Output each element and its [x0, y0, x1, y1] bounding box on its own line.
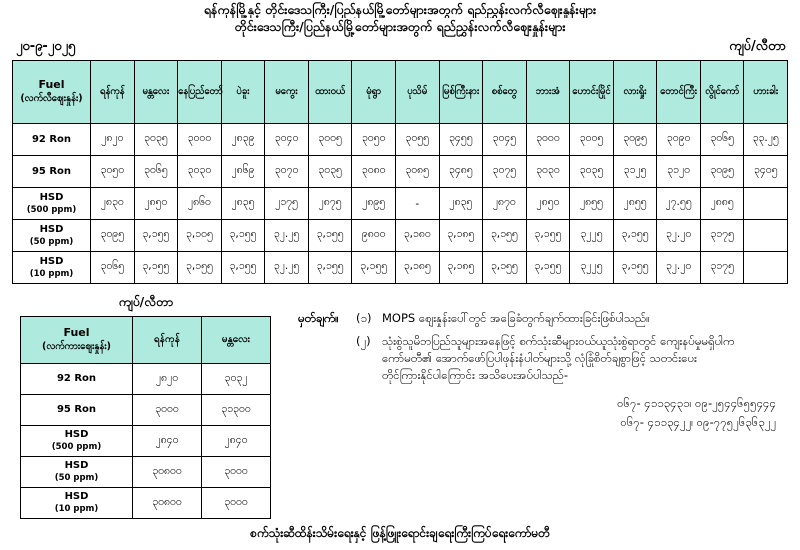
wholesale-table-block [12, 294, 280, 519]
price-cell: ၃၁၃၀၀ [202, 395, 271, 426]
price-cell: ၃၃.၂၅ [744, 124, 788, 156]
price-cell: ၃၄၈၅ [439, 156, 483, 188]
price-cell: ၂၇.၅၅ [657, 188, 701, 220]
column-header: စစ်တွေ [483, 61, 527, 124]
price-cell: ၃၀၀၀ [202, 488, 271, 519]
price-cell: ၃၂.၂၀ [657, 252, 701, 284]
row-label-main: HSD [39, 255, 64, 267]
row-label [21, 457, 133, 488]
price-cell [744, 252, 788, 284]
price-cell: ၃၀၃၅ [308, 156, 352, 188]
note-line: သုံးစွဲသူမိဘပြည်သူများအနေဖြင့် စက်သုံးဆီများဝယ်ယူသုံးစွဲရာတွင် ကျေးနပ်မှုမရှိပါက [382, 334, 735, 348]
price-cell: ၃၂၂၅ [570, 220, 614, 252]
price-cell: ၃,၁၅၅ [526, 220, 570, 252]
row-label [13, 252, 91, 284]
row-label-sub: (50 ppm) [54, 473, 99, 483]
row-label-sub: (500 ppm) [26, 204, 77, 215]
table-header-row [21, 317, 271, 364]
price-cell: ၃၀၀၀ [526, 124, 570, 156]
price-cell: ၃၀၀၀ [133, 395, 202, 426]
footer-committee-name: စက်သုံးဆီထိန်းသိမ်းရေးနှင့် ဖြန့်ဖြူးရောင်းချရေးကြီးကြပ်ရေးကော်မတီ [250, 526, 550, 540]
lower-section [0, 294, 800, 519]
price-cell: ၃,၁၅၅ [613, 220, 657, 252]
price-cell: ၃,၁၅၅ [134, 252, 178, 284]
price-cell: ၃,၁၅၅ [221, 220, 265, 252]
price-cell: ၂၈၄၀ [202, 426, 271, 457]
column-header: မန္တလေး [202, 317, 271, 364]
table-row [13, 124, 788, 156]
price-cell: ၃၀၄၅ [483, 124, 527, 156]
price-cell: ၃၀၃၀ [178, 156, 222, 188]
price-cell: ၂၈၅၅ [570, 188, 614, 220]
price-cell: ၃၄၅၅ [439, 124, 483, 156]
price-cell: ၃၀၈၀ [352, 156, 396, 188]
price-cell: ၃၀၅၅ [395, 124, 439, 156]
column-header: ထားဝယ် [308, 61, 352, 124]
price-cell: ၃၀၀၅ [308, 124, 352, 156]
note-line: MOPS ဈေးနှုန်းပေါ်တွင် အခြေခံတွက်ချက်ထားခြင်းဖြစ်ပါသည်။ [382, 311, 650, 325]
row-label-main: HSD [39, 223, 64, 235]
price-cell: ၃၀၉၀ [657, 124, 701, 156]
price-cell: ၃,၁၈၀ [395, 220, 439, 252]
price-cell: ၃၁၇၅ [700, 220, 744, 252]
row-label [13, 220, 91, 252]
header-title-line2: တိုင်းဒေသကြီး/ပြည်နယ်မြို့တော်များအတွက် ရည်ညွှန်းလက်လီဈေးနှုန်းများ [234, 19, 566, 34]
row-label-main: 95 Ron [31, 165, 72, 177]
price-cell: ၃,၁၅၅ [613, 252, 657, 284]
column-header: မြစ်ကြီးနား [439, 61, 483, 124]
column-header: ရန်ကုန် [91, 61, 135, 124]
price-cell: ၃၀၉၅ [700, 156, 744, 188]
note-line: ကော်မတီ၏ အောက်ဖော်ပြပါဖုန်းနံပါတ်များသို့ လုံခြုံစိတ်ချစွာဖြင့် သတင်းပေး [382, 351, 697, 365]
price-cell: ၃၀၀၀ [178, 124, 222, 156]
row-label [13, 188, 91, 220]
price-cell: ၂၈၈၅ [700, 188, 744, 220]
table-row [21, 488, 271, 519]
price-cell: ၂၈၄၀ [133, 426, 202, 457]
header-fuel-cell [13, 61, 91, 124]
table-row [21, 457, 271, 488]
row-label-main: HSD [64, 429, 89, 440]
wholesale-price-table [20, 316, 271, 519]
row-label [21, 364, 133, 395]
price-cell: ၂၈၂၀ [91, 124, 135, 156]
note-text [382, 310, 788, 327]
row-label [21, 488, 133, 519]
price-cell: ၃၀၆၅ [91, 252, 135, 284]
price-cell: ၃၀၄၀ [265, 124, 309, 156]
price-cell: ၃,၁၅၅ [134, 220, 178, 252]
price-cell: ၃၀၃၅ [134, 124, 178, 156]
row-label [21, 426, 133, 457]
price-cell: ၂၈၅၀ [526, 188, 570, 220]
note-number: (၁) [356, 311, 372, 325]
price-cell: ၂၈၃၉ [221, 124, 265, 156]
column-header: မန္တလေး [134, 61, 178, 124]
price-cell: ၃၀၃၀ [526, 156, 570, 188]
column-header: ရန်ကုန် [133, 317, 202, 364]
price-cell: ၃၀၃၅ [570, 156, 614, 188]
header-fuel-line2: (လက်ကားဈေးနှုန်း) [42, 341, 111, 352]
price-cell: ၃၀၈၀၀ [133, 488, 202, 519]
row-label-main: HSD [64, 491, 89, 502]
price-cell: ၃,၁၅၅ [178, 252, 222, 284]
price-cell: ၃,၁၅၅ [308, 220, 352, 252]
column-header: ဟားခါး [744, 61, 788, 124]
price-cell: ၃၄၀၅ [744, 156, 788, 188]
price-cell: ၃၀၅၀ [352, 124, 396, 156]
price-cell: ၂၈၂၀ [133, 364, 202, 395]
row-label [21, 395, 133, 426]
price-cell: ၃၀၇၀ [265, 156, 309, 188]
price-cell: ၂၈၆၀ [178, 188, 222, 220]
column-header: မုံရွာ [352, 61, 396, 124]
price-cell: ၃,၁၈၅ [395, 252, 439, 284]
table-header-row [13, 61, 788, 124]
row-label-sub: (50 ppm) [29, 236, 74, 247]
column-header: လွိုင်ကော် [700, 61, 744, 124]
notes-title: မှတ်ချက်။ [298, 311, 339, 325]
header-fuel-cell [21, 317, 133, 364]
column-header: လားရှိုး [613, 61, 657, 124]
column-header: ပုသိမ် [395, 61, 439, 124]
column-header: တောင်ကြီး [657, 61, 701, 124]
price-cell: ၃၁၂၀ [657, 156, 701, 188]
price-cell: ၃၀၃၂ [202, 364, 271, 395]
column-header: မကွေး [265, 61, 309, 124]
price-cell: ၃၀၈၅ [395, 156, 439, 188]
price-cell: ၂၈၆၉ [221, 156, 265, 188]
row-label-main: HSD [39, 191, 64, 203]
unit-label-lower: ကျပ်/လီတာ [118, 294, 174, 309]
subheader-row [0, 36, 800, 60]
price-cell: ၃၀၅၀ [91, 156, 135, 188]
price-cell: ၃၁၂၅ [613, 156, 657, 188]
price-cell: ၃၀၈၀၀ [133, 457, 202, 488]
row-label-main: 92 Ron [31, 133, 72, 145]
price-cell: ၃၂.၂၅ [265, 252, 309, 284]
price-cell: ၂၈၇၅ [308, 188, 352, 220]
note-number: (၂) [356, 334, 371, 348]
price-cell: ၂၁၇၅ [265, 188, 309, 220]
price-cell: ၃၀၆၅ [134, 156, 178, 188]
note-line: တိုင်ကြားနိုင်ပါကြောင်း အသိပေးအပ်ပါသည်- [382, 368, 569, 382]
price-cell: ၂၈၃၅ [221, 188, 265, 220]
price-cell: ၂၈၅၀ [134, 188, 178, 220]
price-cell: ၃,၁၅၅ [483, 252, 527, 284]
price-cell: ၃၀၉၅ [613, 124, 657, 156]
price-cell: ၉၈၀၀ [352, 220, 396, 252]
price-cell: ၃၂၂၅ [570, 252, 614, 284]
price-cell: ၂၈၃၅ [439, 188, 483, 220]
unit-label-top: ကျပ်/လီတာ [729, 39, 786, 54]
price-cell: ၃,၁၀၅ [178, 220, 222, 252]
report-date: ၂၀-၉-၂၀၂၅ [16, 39, 76, 54]
main-table-wrapper [0, 60, 800, 284]
table-row [21, 395, 271, 426]
price-cell: ၂၈၃၀ [91, 188, 135, 220]
price-cell: - [395, 188, 439, 220]
price-cell: ၂၈၇၀ [483, 188, 527, 220]
price-cell: ၃၂.၂၀ [657, 220, 701, 252]
price-cell: ၃၀၀၀ [202, 457, 271, 488]
table-row [21, 426, 271, 457]
price-cell: ၂၈၉၅ [352, 188, 396, 220]
document-header [0, 0, 800, 36]
contact-phones [298, 394, 788, 432]
price-cell: ၃,၁၈၅ [439, 220, 483, 252]
note-item [298, 333, 788, 384]
phone-line: ၀၆၇- ၄၁၁၃၄၃၁၊ ၀၉-၂၅၄၄၆၅၅၄၄၄ [617, 396, 776, 410]
table-row [13, 188, 788, 220]
price-cell: ၂၈၅၅ [613, 188, 657, 220]
row-label [13, 156, 91, 188]
row-label-sub: (500 ppm) [51, 442, 102, 452]
row-label-sub: (10 ppm) [29, 268, 74, 279]
price-cell: ၃,၁၅၅ [308, 252, 352, 284]
price-cell: ၃,၁၅၅ [483, 220, 527, 252]
table-row [21, 364, 271, 395]
row-label-main: 95 Ron [56, 404, 97, 415]
price-cell: ၃၂.၂၅ [265, 220, 309, 252]
price-cell: ၃,၁၅၅ [221, 252, 265, 284]
note-spacer [298, 333, 356, 384]
note-item [298, 310, 788, 327]
column-header: ဟောင်းမြိုင် [570, 61, 614, 124]
table-row [13, 220, 788, 252]
retail-price-table [12, 60, 788, 284]
table-row [13, 156, 788, 188]
price-cell: ၃,၁၅၅ [352, 252, 396, 284]
row-label-sub: (10 ppm) [54, 504, 99, 514]
price-cell: ၃,၁၅၅ [526, 252, 570, 284]
header-title-line1: ရန်ကုန်မြို့နှင့် တိုင်းဒေသကြီး/ပြည်နယ်မြို့တော်များအတွက် ရည်ညွှန်းလက်လီဈေးနှုန်းများ [203, 2, 597, 17]
price-cell: ၃၀၇၅ [483, 156, 527, 188]
header-fuel-line1: Fuel [63, 326, 90, 339]
column-header: ပဲခူး [221, 61, 265, 124]
column-header: ဘားအံ [526, 61, 570, 124]
row-label-main: HSD [64, 460, 89, 471]
price-cell [744, 220, 788, 252]
notes-block [280, 294, 788, 519]
price-cell [744, 188, 788, 220]
row-label [13, 124, 91, 156]
price-cell: ၃၀၉၅ [91, 220, 135, 252]
price-cell: ၃၀၆၅ [700, 124, 744, 156]
price-cell: ၃,၁၈၅ [439, 252, 483, 284]
row-label-main: 92 Ron [56, 373, 97, 384]
table-row [13, 252, 788, 284]
phone-line: ၀၆၇- ၄၁၁၃၄၂၂၊ ၀၉-၇၇၅၂၆၃၆၃၂၂ [620, 415, 776, 429]
header-fuel-line2: (လက်လီဈေးနှုန်း) [20, 93, 83, 104]
column-header: နေပြည်တော် [178, 61, 222, 124]
price-cell: ၃၁၇၅ [700, 252, 744, 284]
header-fuel-line1: Fuel [38, 78, 65, 91]
price-cell: ၃၀၀၅ [570, 124, 614, 156]
note-text [382, 333, 788, 384]
